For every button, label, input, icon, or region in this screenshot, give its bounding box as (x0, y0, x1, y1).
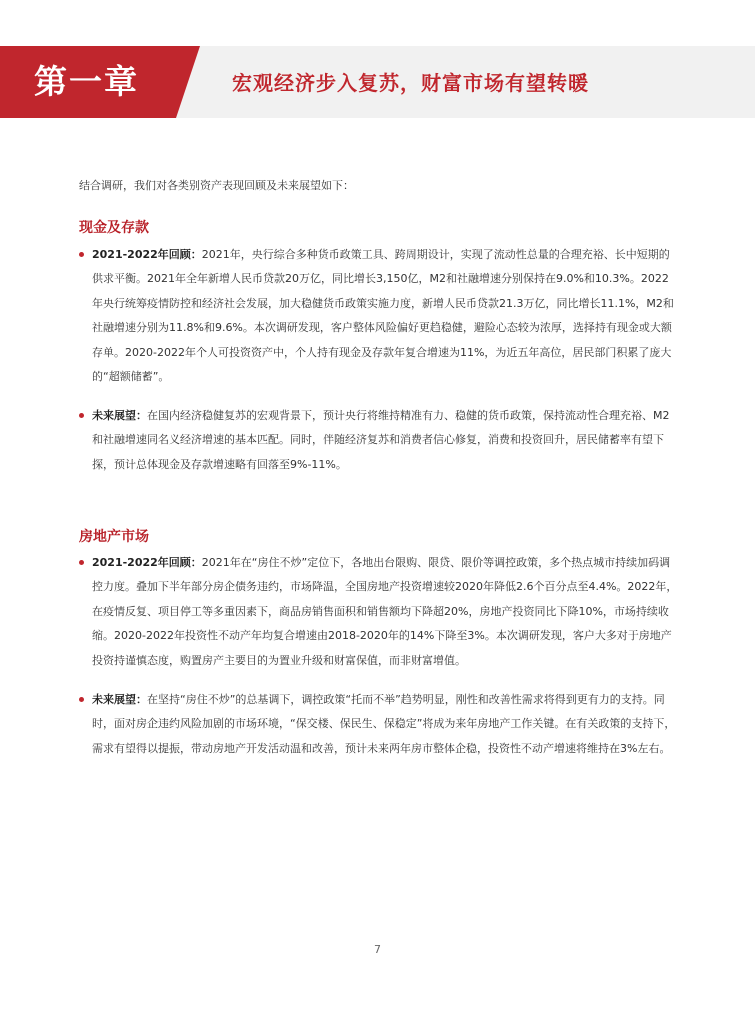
item-lead: 2021-2022年回顾： (92, 556, 202, 569)
section-title-real-estate: 房地产市场 (79, 529, 149, 545)
bullet-dot (79, 560, 84, 565)
list-item-cash-review (79, 243, 679, 389)
list-item-cash-outlook (79, 404, 679, 477)
bullet-dot (79, 697, 84, 702)
item-text: 2021年在“房住不炒”定位下，各地出台限购、限贷、限价等调控政策，多个热点城市持续加码调控力度。叠加下半年部分房企债务违约，市场降温，全国房地产投资增速较2020年降低2.6个百分点至4.4%。2022年，在疫情反复、项目停工等多重因素下，商品房销售面积和销售额均下降超20%，房地产投资同比下降10%，市场持续收缩。2020-2022年投资性不动产年均复合增速由2018-2020年的14%下降至3%。本次调研发现，客户大多对于房地产投资持谨慎态度，购置房产主要目的为置业升级和财富保值，而非财富增值。 (92, 556, 678, 667)
intro-text: 结合调研，我们对各类别资产表现回顾及未来展望如下： (79, 179, 354, 192)
item-lead: 2021-2022年回顾： (92, 248, 202, 261)
list-item-realestate-outlook (79, 688, 679, 761)
item-text: 在国内经济稳健复苏的宏观背景下，预计央行将维持精准有力、稳健的货币政策，保持流动性合理充裕、M2和社融增速同名义经济增速的基本匹配。同时，伴随经济复苏和消费者信心修复，消费和投资回升，居民储蓄率有望下探，预计总体现金及存款增速略有回落至9%-11%。 (92, 409, 670, 471)
item-lead: 未来展望： (92, 409, 147, 422)
page-number: 7 (374, 943, 381, 956)
bullet-dot (79, 252, 84, 257)
item-lead: 未来展望： (92, 693, 147, 706)
item-text: 2021年，央行综合多种货币政策工具、跨周期设计，实现了流动性总量的合理充裕、长中短期的供求平衡。2021年全年新增人民币贷款20万亿，同比增长3,150亿，M2和社融增速分别保持在9.0%和10.3%。2022年央行统筹疫情防控和经济社会发展，加大稳健货币政策实施力度，新增人民币贷款21.3万亿，同比增长11.1%，M2和社融增速分别为11.8%和9.6%。本次调研发现，客户整体风险偏好更趋稳健，避险心态较为浓厚，选择持有现金或大额存单。2020-2022年个人可投资资产中，个人持有现金及存款年复合增速为11%，为近五年高位，居民部门积累了庞大的“超额储蓄”。 (92, 248, 674, 384)
item-text: 在坚持“房住不炒”的总基调下，调控政策“托而不举”趋势明显，刚性和改善性需求将得到更有力的支持。同时，面对房企违约风险加剧的市场环境，“保交楼、保民生、保稳定”将成为来年房地产工作关键。在有关政策的支持下，需求有望得以提振，带动房地产开发活动温和改善，预计未来两年房市整体企稳，投资性不动产增速将维持在3%左右。 (92, 693, 676, 755)
list-item-realestate-review (79, 551, 679, 673)
chapter-title: 宏观经济步入复苏，财富市场有望转暖 (232, 71, 589, 95)
section-title-cash-deposits: 现金及存款 (79, 220, 149, 236)
chapter-label: 第一章 (34, 62, 139, 101)
bullet-dot (79, 413, 84, 418)
